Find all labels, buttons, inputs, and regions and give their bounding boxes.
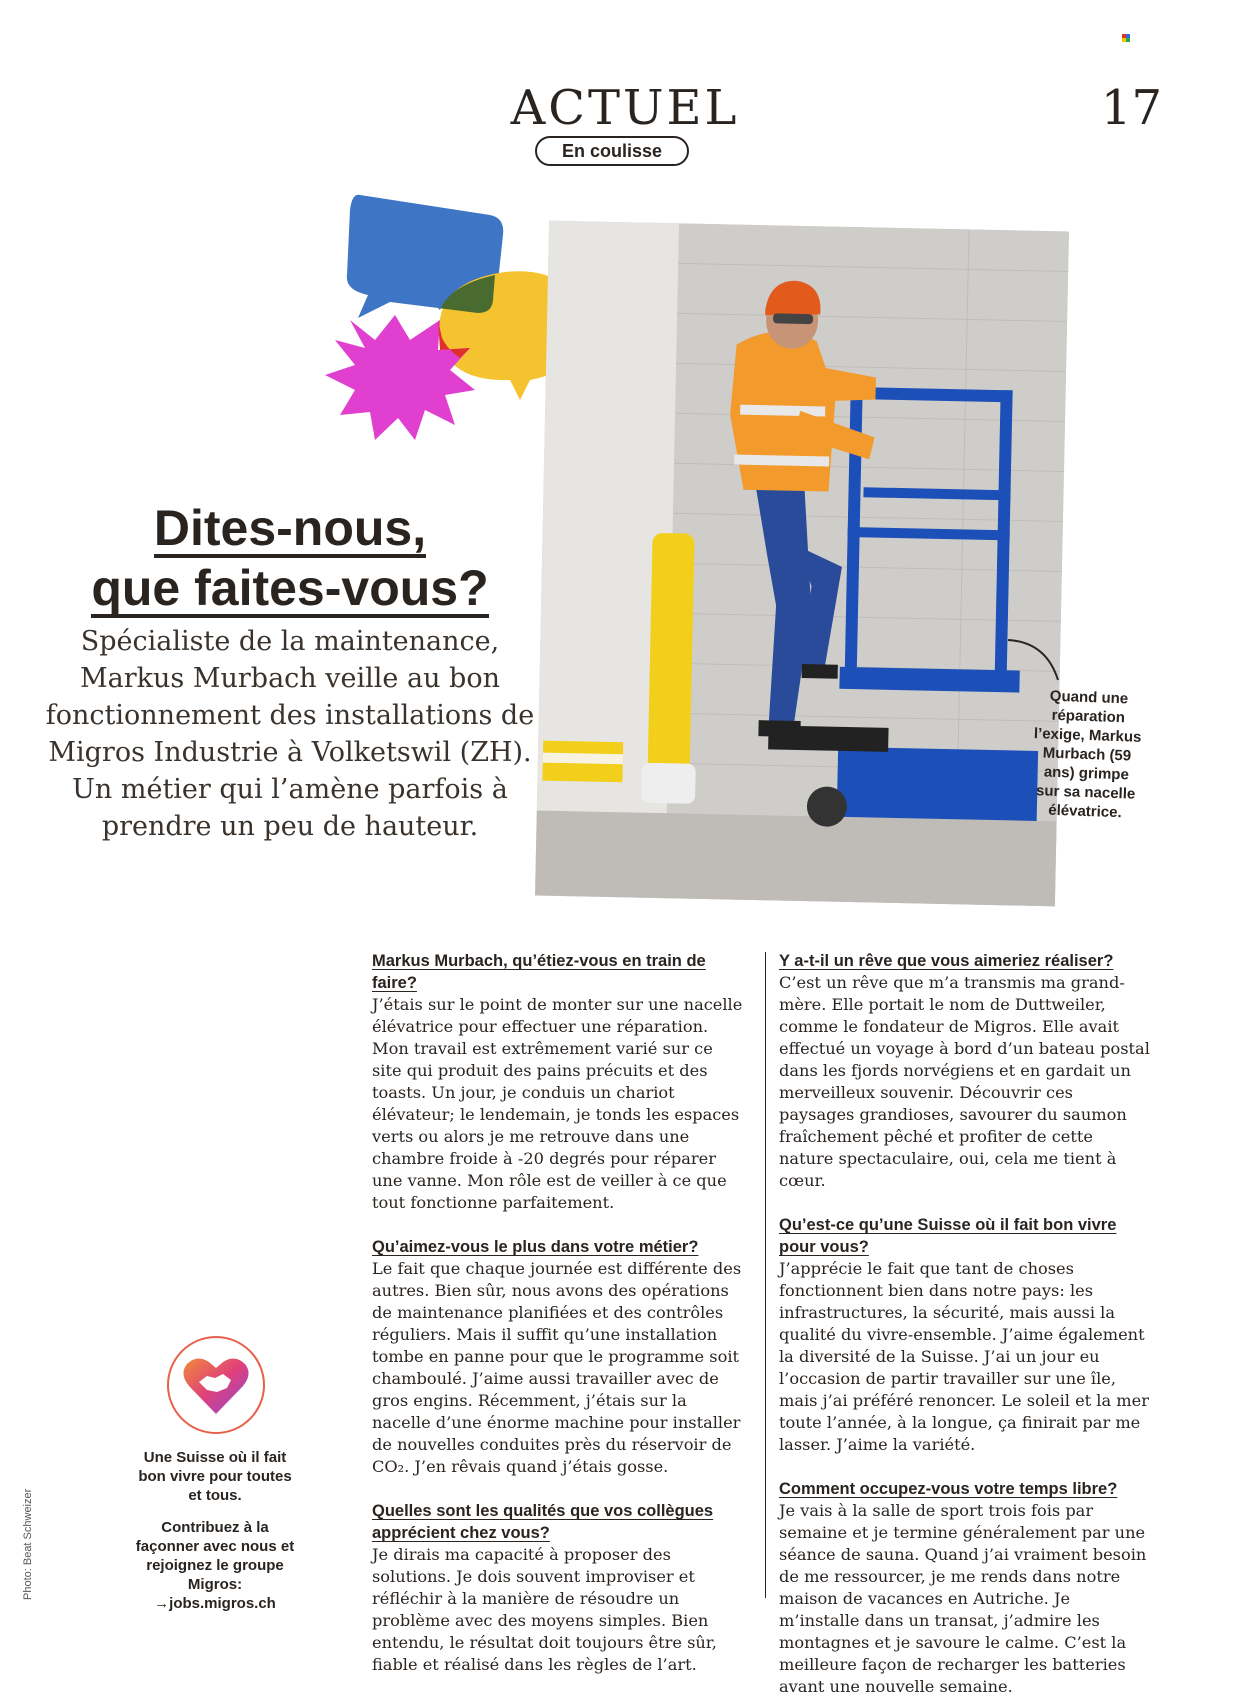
question: Qu’aimez-vous le plus dans votre métier? <box>372 1238 699 1256</box>
section-title: ACTUEL <box>510 80 740 136</box>
promo-text-2-body: Contribuez à la façonner avec nous et rejoignez le groupe Migros: <box>135 1519 295 1593</box>
heart-logo <box>167 1336 265 1434</box>
interview-column-2 <box>779 950 1151 1702</box>
heart-icon <box>169 1338 263 1432</box>
question: Y a-t-il un rêve que vous aimeriez réaliser? <box>779 952 1114 970</box>
promo-text-1: Une Suisse où il fait bon vivre pour toutes et tous. <box>138 1449 292 1504</box>
question: Quelles sont les qualités que vos collègues apprécient chez vous? <box>372 1502 714 1542</box>
question: Markus Murbach, qu’étiez-vous en train de faire? <box>372 952 706 992</box>
interview-column-1 <box>372 950 744 1698</box>
yellow-bollard <box>647 533 694 784</box>
page-number: 17 <box>1100 80 1162 136</box>
promo-block <box>130 1448 300 1626</box>
print-color-mark <box>1122 34 1130 42</box>
worker-photo <box>535 221 1069 907</box>
answer: Je vais à la salle de sport trois fois par semaine et je termine généralement par une séance de sauna. Quand j’ai vraiment besoin de me ressourcer, je me rends dans notre maison de vacances en Autriche. Je m’installe dans un transat, j’admire les montagnes et je savoure le calme. C’est la meilleure façon de recharger les batteries avant une nouvelle semaine. <box>779 1501 1147 1696</box>
headline-line2: que faites-vous? <box>91 560 489 616</box>
answer: C’est un rêve que m’a transmis ma grand-mère. Elle portait le nom de Duttweiler, comme le fondateur de Migros. Elle avait effectué un voyage à bord d’un bateau postal dans les fjords norvégiens et en gardait un merveilleux souvenir. Découvrir ces paysages grandioses, savourer du saumon fraîchement pêché et profiter de cette nature spectaculaire, oui, cela me tient à cœur. <box>779 973 1150 1190</box>
rubric-badge: En coulisse <box>535 136 689 166</box>
answer: Le fait que chaque journée est différente des autres. Bien sûr, nous avons des opérations de maintenance planifiées et des contrôles réguliers. Mais il suffit qu’une installation tombe en panne pour que le programme soit chamboulé. J’aime aussi travailler avec de gros engins. Récemment, j’étais sur la nacelle d’une énorme machine pour installer de nouvelles conduites près du réservoir de CO₂. J’en rêvais quand j’étais gosse. <box>372 1259 742 1476</box>
answer: Je dirais ma capacité à proposer des solutions. Je dois souvent improviser et réfléchir à la manière de résoudre un problème avec des moyens simples. Bien entendu, le résultat doit toujours être sûr, fiable et réalisé dans les règles de l’art. <box>372 1545 717 1674</box>
question: Comment occupez-vous votre temps libre? <box>779 1480 1118 1498</box>
promo-link[interactable]: →jobs.migros.ch <box>154 1595 276 1612</box>
headline <box>40 498 540 618</box>
promo-text-2 <box>130 1518 300 1613</box>
photo-credit: Photo: Beat Schweizer <box>22 1488 34 1600</box>
column-divider <box>765 952 766 1598</box>
headline-line1: Dites-nous, <box>153 500 427 556</box>
answer: J’étais sur le point de monter sur une nacelle élévatrice pour effectuer une réparation. Mon travail est extrêmement varié sur ce site qui produit des pains précuits et des toasts. Un jour, je conduis un chariot élévateur; le lendemain, je tonds les espaces verts ou alors je me retrouve dans une chambre froide à -20 degrés pour réparer une vanne. Mon rôle est de veiller à ce que tout fonctionne parfaitement. <box>372 995 743 1212</box>
question: Qu’est-ce qu’une Suisse où il fait bon vivre pour vous? <box>779 1216 1117 1256</box>
answer: J’apprécie le fait que tant de choses fonctionnent bien dans notre pays: les infrastructures, la sécurité, mais aussi la qualité du vivre-ensemble. J’aime également la diversité de la Suisse. J’ai un jour eu l’occasion de partir travailler sur une île, mais j’ai préféré renoncer. Le soleil et la mer toute l’année, à la longue, ça finirait par me lasser. J’aime la variété. <box>779 1259 1149 1454</box>
caption-arrow <box>1006 636 1066 686</box>
lead-paragraph: Spécialiste de la maintenance, Markus Murbach veille au bon fonctionnement des installations de Migros Industrie à Volketswil (ZH). Un métier qui l’amène parfois à prendre un peu de hauteur. <box>45 626 535 842</box>
photo-caption: Quand une réparation l’exige, Markus Murbach (59 ans) grimpe sur sa nacelle élévatrice. <box>1033 687 1142 822</box>
